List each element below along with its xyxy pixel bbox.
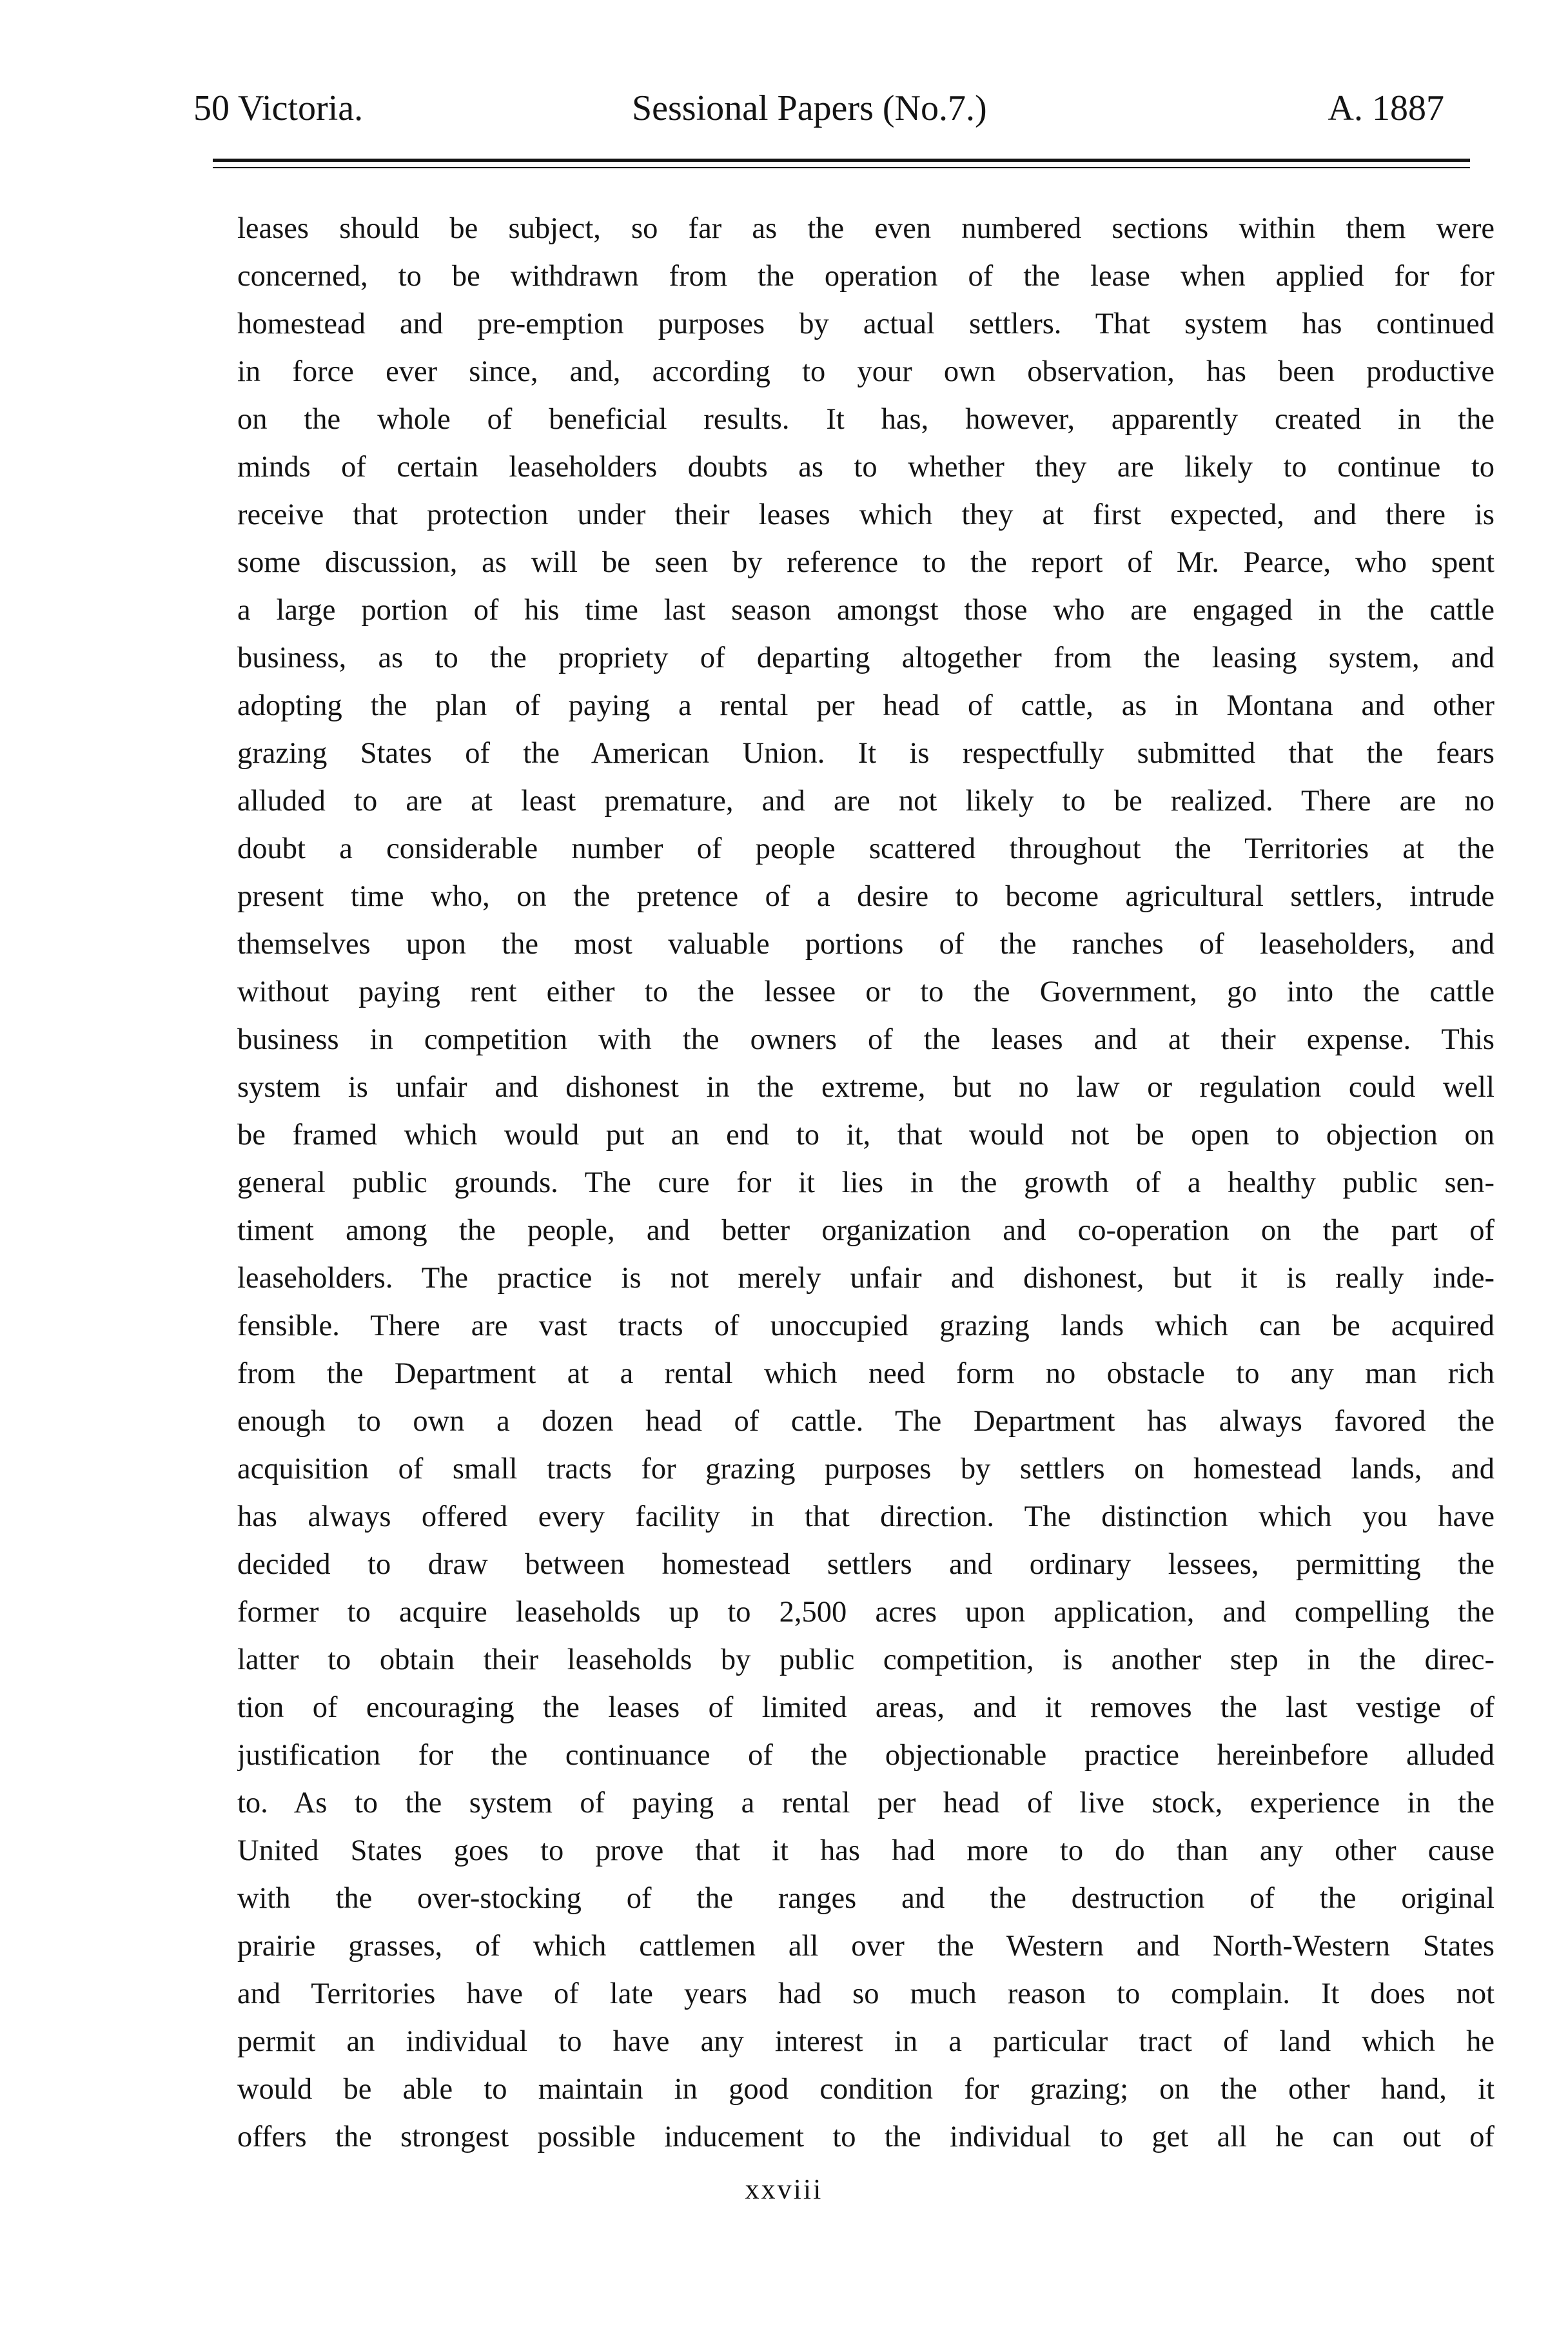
text-line: homestead and pre-emption purposes by actual settlers. That system has continued (237, 308, 1494, 340)
header-rule-thick (213, 159, 1470, 162)
text-line: business in competition with the owners of the leases and at their expense. This (237, 1023, 1494, 1056)
text-line: doubt a considerable number of people scattered throughout the Territories at the (237, 832, 1494, 865)
text-line: be framed which would put an end to it, that would not be open to objection on (237, 1119, 1494, 1152)
text-line: general public grounds. The cure for it lies in the growth of a healthy public sen- (237, 1166, 1494, 1199)
text-line: offers the strongest possible inducement to the individual to get all he can out of (237, 2121, 1494, 2153)
text-line: has always offered every facility in that direction. The distinction which you have (237, 1500, 1494, 1533)
text-line: from the Department at a rental which need form no obstacle to any man rich (237, 1357, 1494, 1390)
text-line: concerned, to be withdrawn from the operation of the lease when applied for for (237, 260, 1494, 293)
text-line: would be able to maintain in good condition for grazing; on the other hand, it (237, 2073, 1494, 2106)
text-line: tion of encouraging the leases of limited areas, and it removes the last vestige of (237, 1691, 1494, 1724)
text-line: latter to obtain their leaseholds by public competition, is another step in the direc- (237, 1643, 1494, 1676)
text-line: with the over-stocking of the ranges and the destruction of the original (237, 1882, 1494, 1915)
text-line: decided to draw between homestead settlers and ordinary lessees, permitting the (237, 1548, 1494, 1581)
text-line: and Territories have of late years had so much reason to complain. It does not (237, 1977, 1494, 2010)
text-line: leaseholders. The practice is not merely unfair and dishonest, but it is really inde- (237, 1262, 1494, 1295)
body-paragraph (237, 205, 1494, 2152)
text-line: business, as to the propriety of departing altogether from the leasing system, and (237, 642, 1494, 674)
running-header (193, 83, 1444, 134)
text-line: enough to own a dozen head of cattle. The Department has always favored the (237, 1405, 1494, 1438)
header-rule-thin (213, 167, 1470, 168)
header-session: 50 Victoria. (193, 88, 364, 128)
text-line: justification for the continuance of the objectionable practice hereinbefore alluded (237, 1739, 1494, 1772)
page-number: xxviii (745, 2173, 823, 2205)
header-title: Sessional Papers (No.7.) (632, 88, 987, 128)
text-line: United States goes to prove that it has had more to do than any other cause (237, 1834, 1494, 1867)
text-line: minds of certain leaseholders doubts as to whether they are likely to continue to (237, 451, 1494, 484)
text-line: present time who, on the pretence of a desire to become agricultural settlers, intrude (237, 880, 1494, 913)
text-line: adopting the plan of paying a rental per head of cattle, as in Montana and other (237, 689, 1494, 722)
header-year: A. 1887 (1328, 88, 1444, 128)
text-line: without paying rent either to the lessee or to the Government, go into the cattle (237, 975, 1494, 1008)
text-line: in force ever since, and, according to your own observation, has been productive (237, 355, 1494, 388)
text-line: prairie grasses, of which cattlemen all over the Western and North-Western States (237, 1930, 1494, 1963)
text-line: to. As to the system of paying a rental per head of live stock, experience in the (237, 1787, 1494, 1819)
text-line: receive that protection under their leases which they at first expected, and there is (237, 498, 1494, 531)
text-line: grazing States of the American Union. It is respectfully submitted that the fears (237, 737, 1494, 770)
text-line: acquisition of small tracts for grazing purposes by settlers on homestead lands, and (237, 1453, 1494, 1485)
text-line: former to acquire leaseholds up to 2,500 acres upon application, and compelling the (237, 1596, 1494, 1629)
text-line: fensible. There are vast tracts of unoccupied grazing lands which can be acquired (237, 1309, 1494, 1342)
text-line: alluded to are at least premature, and are not likely to be realized. There are no (237, 785, 1494, 818)
text-line: some discussion, as will be seen by reference to the report of Mr. Pearce, who spent (237, 546, 1494, 579)
text-line: leases should be subject, so far as the even numbered sections within them were (237, 212, 1494, 245)
text-line: a large portion of his time last season amongst those who are engaged in the cattle (237, 594, 1494, 627)
text-line: permit an individual to have any interest in a particular tract of land which he (237, 2025, 1494, 2058)
text-line: timent among the people, and better organization and co-operation on the part of (237, 1214, 1494, 1247)
text-line: themselves upon the most valuable portions of the ranches of leaseholders, and (237, 928, 1494, 961)
text-line: on the whole of beneficial results. It has, however, apparently created in the (237, 403, 1494, 436)
text-line: system is unfair and dishonest in the extreme, but no law or regulation could well (237, 1071, 1494, 1104)
